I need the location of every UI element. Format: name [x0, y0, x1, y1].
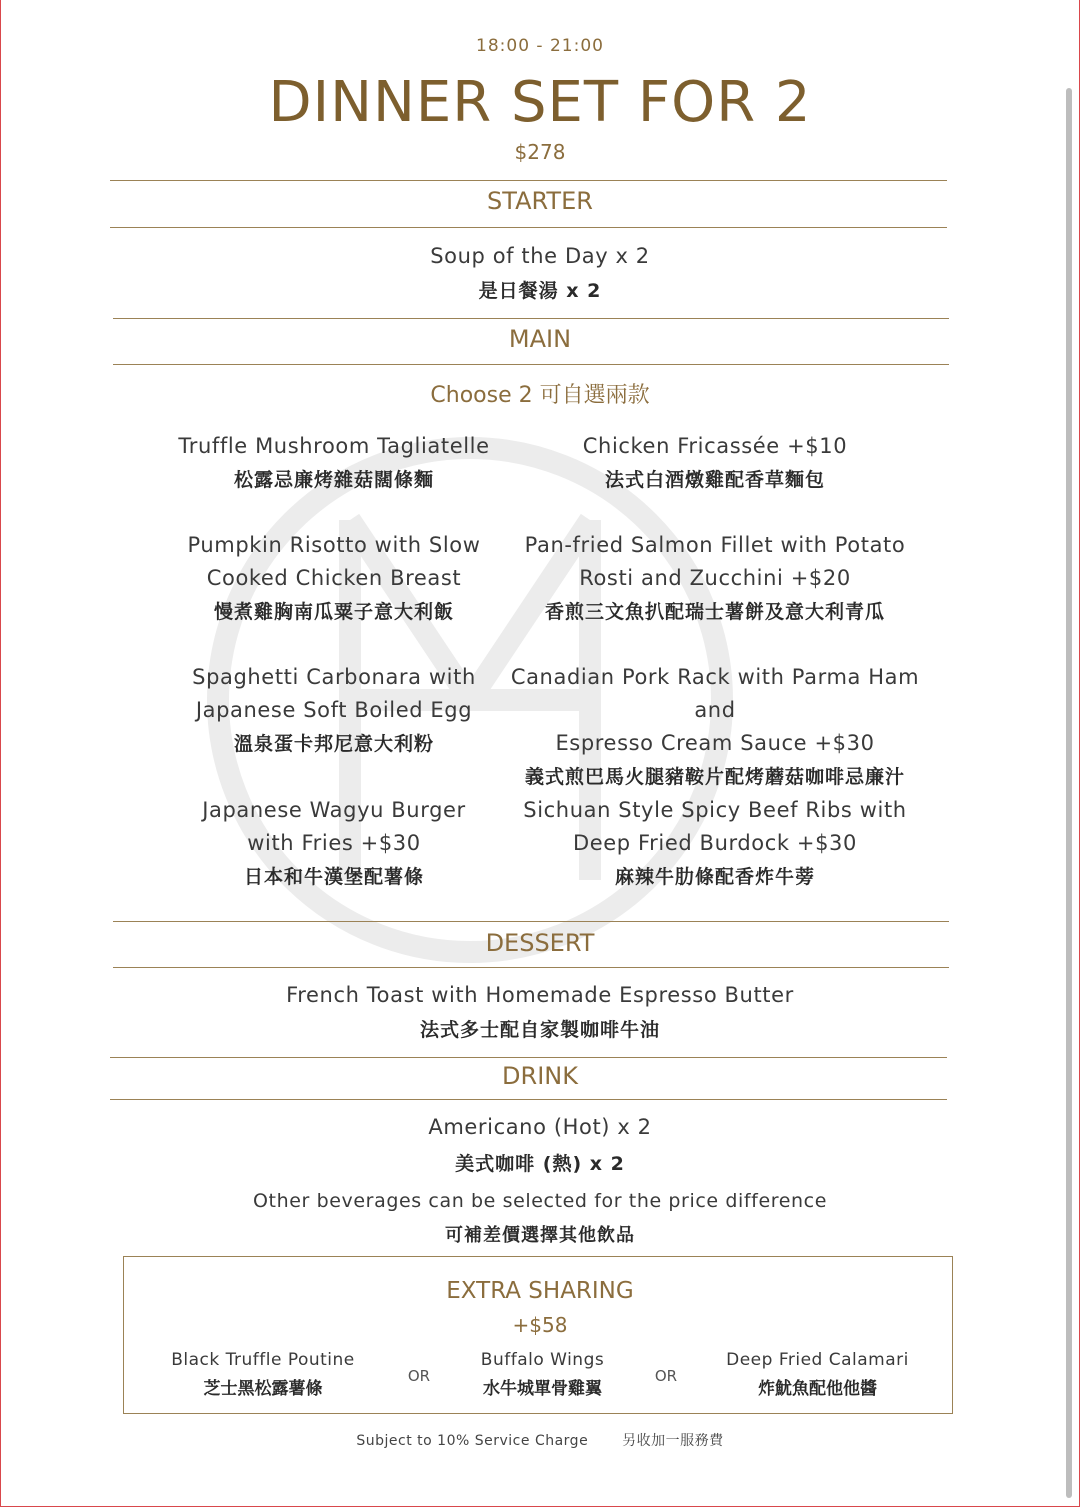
extra-option-en: Buffalo Wings: [480, 1350, 605, 1370]
drink-item-en: Americano (Hot) x 2: [428, 1115, 652, 1139]
section-heading-drink: DRINK: [502, 1062, 578, 1090]
set-price: $278: [514, 140, 566, 164]
menu-item-name-line2: Cooked Chicken Breast: [206, 566, 462, 590]
section-heading-starter: STARTER: [487, 187, 593, 215]
menu-item: [495, 430, 935, 492]
extra-option: [153, 1350, 373, 1399]
menu-item-name: Japanese Wagyu Burger: [202, 798, 466, 822]
menu-item-name-line2: with Fries +$30: [247, 831, 421, 855]
menu-item-name: Pumpkin Risotto with Slow: [187, 533, 481, 557]
menu-item-zh: 義式煎巴馬火腿豬鞍片配烤蘑菇咖啡忌廉汁: [524, 766, 905, 788]
menu-item: [154, 430, 514, 492]
extra-sharing-price: +$58: [512, 1313, 568, 1337]
section-heading-main: MAIN: [508, 325, 572, 353]
divider: [113, 967, 949, 968]
or-separator: OR: [407, 1367, 431, 1385]
divider: [113, 318, 949, 319]
menu-item: [154, 794, 514, 889]
service-hours: 18:00 - 21:00: [476, 36, 604, 56]
extra-sharing-heading: EXTRA SHARING: [446, 1278, 634, 1304]
menu-item-name-line2: Deep Fried Burdock +$30: [573, 831, 857, 855]
divider: [113, 921, 949, 922]
drink-note-en: Other beverages can be selected for the price difference: [253, 1190, 827, 1212]
extra-option: [700, 1350, 935, 1399]
menu-item-zh: 松露忌廉烤雜菇闊條麵: [233, 469, 434, 491]
menu-item-name: Truffle Mushroom Tagliatelle: [178, 434, 490, 458]
menu-item-zh: 麻辣牛肋條配香炸牛蒡: [614, 866, 815, 888]
dessert-item-en: French Toast with Homemade Espresso Butter: [286, 983, 794, 1007]
menu-item-zh: 法式白酒燉雞配香草麵包: [604, 469, 825, 491]
section-heading-dessert: DESSERT: [485, 929, 595, 957]
menu-item: [154, 529, 514, 624]
menu-item-zh: 日本和牛漢堡配薯條: [243, 866, 424, 888]
divider: [110, 1057, 947, 1058]
starter-item-en: Soup of the Day x 2: [430, 244, 650, 268]
extra-option-en: Deep Fried Calamari: [726, 1350, 909, 1370]
dessert-item-zh: 法式多士配自家製咖啡牛油: [419, 1019, 660, 1041]
divider: [113, 364, 949, 365]
drink-note-zh: 可補差價選擇其他飲品: [445, 1225, 635, 1246]
menu-item-name-line2: Japanese Soft Boiled Egg: [195, 698, 473, 722]
menu-item-name: Sichuan Style Spicy Beef Ribs with: [523, 798, 907, 822]
extra-option-en: Black Truffle Poutine: [171, 1350, 355, 1370]
extra-option-zh: 芝士黑松露薯條: [203, 1379, 323, 1399]
page-title: DINNER SET FOR 2: [268, 70, 812, 135]
drink-item-zh: 美式咖啡 (熱) x 2: [455, 1153, 625, 1175]
starter-item-zh: 是日餐湯 x 2: [478, 280, 602, 302]
or-separator: OR: [654, 1367, 678, 1385]
footer-note: [0, 1430, 1080, 1450]
menu-item-zh: 慢煮雞胸南瓜粟子意大利飯: [213, 601, 454, 623]
footer-service-charge-zh: 另收加一服務費: [622, 1433, 724, 1449]
divider: [110, 1099, 947, 1100]
footer-service-charge-en: Subject to 10% Service Charge: [356, 1433, 589, 1449]
menu-item-name: Canadian Pork Rack with Parma Ham and: [510, 665, 920, 722]
main-choose-note: Choose 2 可自選兩款: [430, 383, 650, 408]
menu-item: [495, 794, 935, 889]
divider: [110, 180, 947, 181]
menu-item-name-line2: Rosti and Zucchini +$20: [579, 566, 851, 590]
menu-item: [495, 661, 935, 789]
menu-item: [154, 661, 514, 756]
extra-option-zh: 水牛城單骨雞翼: [483, 1379, 602, 1399]
menu-item-name-line2: Espresso Cream Sauce +$30: [555, 731, 875, 755]
menu-item-zh: 溫泉蛋卡邦尼意大利粉: [233, 733, 434, 755]
menu-item-name: Chicken Fricassée +$10: [582, 434, 848, 458]
menu-item-zh: 香煎三文魚扒配瑞士薯餅及意大利青瓜: [544, 601, 885, 623]
menu-item: [495, 529, 935, 624]
extra-option-zh: 炸魷魚配他他醬: [758, 1379, 877, 1399]
menu-item-name: Spaghetti Carbonara with: [192, 665, 476, 689]
menu-item-name: Pan-fried Salmon Fillet with Potato: [524, 533, 906, 557]
extra-option: [440, 1350, 645, 1399]
divider: [110, 227, 947, 228]
